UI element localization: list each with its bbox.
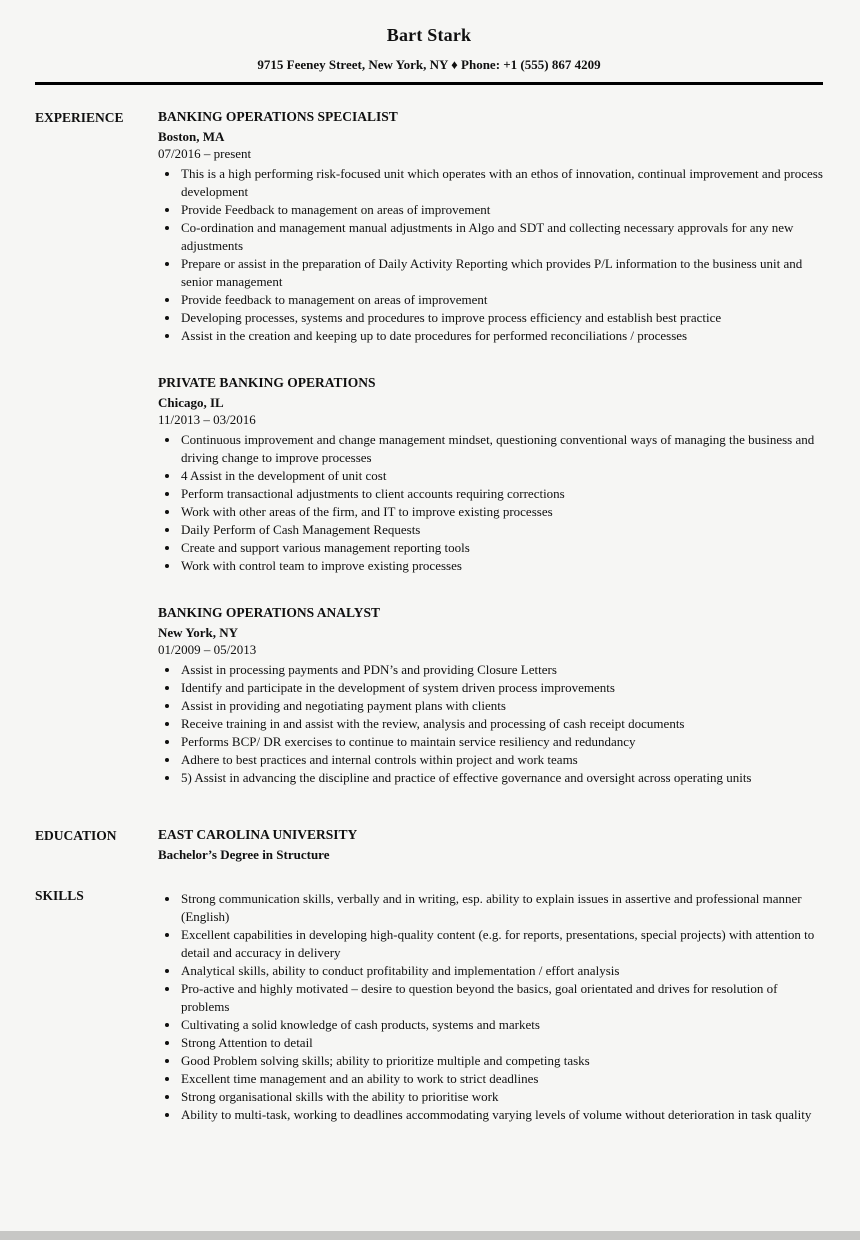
bullet-item: • Prepare or assist in the preparation of Daily Activity Reporting which provides P/L information to the business unit and senior management [180, 255, 823, 291]
section-label-skills: SKILLS [35, 888, 84, 903]
bullet-item: • Assist in providing and negotiating payment plans with clients [180, 697, 823, 715]
contact-line: 9715 Feeney Street, New York, NY ♦ Phone: +1 (555) 867 4209 [257, 57, 601, 72]
bullet-item: • Excellent capabilities in developing high-quality content (e.g. for reports, presentations, special projects) with attention to detail and accuracy in delivery [180, 926, 823, 962]
job-location: Chicago, IL [158, 395, 224, 410]
bullet-item: • Identify and participate in the development of system driven process improvements [180, 679, 823, 697]
education-section [35, 827, 823, 863]
bullet-item: • 4 Assist in the development of unit cost [180, 467, 823, 485]
education-content [158, 827, 823, 863]
job-dates: 11/2013 – 03/2016 [158, 412, 256, 427]
bullet-item: • Analytical skills, ability to conduct profitability and implementation / effort analysis [180, 962, 823, 980]
job-entry-2 [158, 375, 823, 575]
job-title: BANKING OPERATIONS ANALYST [158, 605, 381, 620]
job-dates: 01/2009 – 05/2013 [158, 642, 257, 657]
page-bottom-edge [0, 1231, 860, 1240]
bullet-item: • Strong organisational skills with the ability to prioritise work [180, 1088, 823, 1106]
bullet-item: • Adhere to best practices and internal controls within project and work teams [180, 751, 823, 769]
bullet-item: • Provide feedback to management on areas of improvement [180, 291, 823, 309]
school-name: EAST CAROLINA UNIVERSITY [158, 827, 358, 842]
bullet-item: • Assist in the creation and keeping up to date procedures for performed reconciliations / processes [180, 327, 823, 345]
job-location: Boston, MA [158, 129, 225, 144]
bullet-item: • Work with other areas of the firm, and IT to improve existing processes [180, 503, 823, 521]
bullet-item: • Receive training in and assist with the review, analysis and processing of cash receipt documents [180, 715, 823, 733]
skills-bullet-list [158, 890, 823, 1124]
bullet-item: • Co-ordination and management manual adjustments in Algo and SDT and collecting necessary approvals for any new adjustments [180, 219, 823, 255]
experience-content [158, 109, 823, 787]
bullet-item: • Perform transactional adjustments to client accounts requiring corrections [180, 485, 823, 503]
bullet-item: • Pro-active and highly motivated – desire to question beyond the basics, goal orientated and drives for resolution of problems [180, 980, 823, 1016]
bullet-item: • Strong communication skills, verbally and in writing, esp. ability to explain issues in assertive and professional manner (English) [180, 890, 823, 926]
bullet-item: • Daily Perform of Cash Management Requests [180, 521, 823, 539]
job-title: BANKING OPERATIONS SPECIALIST [158, 109, 398, 124]
bullet-item: • This is a high performing risk-focused unit which operates with an ethos of innovation, continual improvement and process development [180, 165, 823, 201]
job-entry-1 [158, 109, 823, 345]
job-entry-3 [158, 605, 823, 787]
bullet-item: • Ability to multi-task, working to deadlines accommodating varying levels of volume without deterioration in task quality [180, 1106, 823, 1124]
job-title: PRIVATE BANKING OPERATIONS [158, 375, 376, 390]
job-location: New York, NY [158, 625, 239, 640]
resume-header [35, 25, 823, 85]
experience-section [35, 109, 823, 787]
job-bullet-list [158, 661, 823, 787]
bullet-item: • Developing processes, systems and procedures to improve process efficiency and establish best practice [180, 309, 823, 327]
bullet-item: • Assist in processing payments and PDN’s and providing Closure Letters [180, 661, 823, 679]
bullet-item: • Continuous improvement and change management mindset, questioning conventional ways of managing the business and driving change to improve processes [180, 431, 823, 467]
bullet-item: • Cultivating a solid knowledge of cash products, systems and markets [180, 1016, 823, 1034]
skills-section [35, 887, 823, 1124]
bullet-item: • 5) Assist in advancing the discipline and practice of effective governance and oversight across operating units [180, 769, 823, 787]
header-divider [35, 82, 823, 85]
bullet-item: • Performs BCP/ DR exercises to continue to maintain service resiliency and redundancy [180, 733, 823, 751]
bullet-item: • Good Problem solving skills; ability to prioritize multiple and competing tasks [180, 1052, 823, 1070]
job-bullet-list [158, 165, 823, 345]
job-dates: 07/2016 – present [158, 146, 252, 161]
bullet-item: • Provide Feedback to management on areas of improvement [180, 201, 823, 219]
skills-content [158, 887, 823, 1124]
section-label-experience: EXPERIENCE [35, 110, 124, 125]
section-label-education: EDUCATION [35, 828, 117, 843]
person-name: Bart Stark [386, 25, 472, 45]
bullet-item: • Excellent time management and an ability to work to strict deadlines [180, 1070, 823, 1088]
job-bullet-list [158, 431, 823, 575]
bullet-item: • Create and support various management reporting tools [180, 539, 823, 557]
degree: Bachelor’s Degree in Structure [158, 847, 330, 862]
bullet-item: • Work with control team to improve existing processes [180, 557, 823, 575]
bullet-item: • Strong Attention to detail [180, 1034, 823, 1052]
